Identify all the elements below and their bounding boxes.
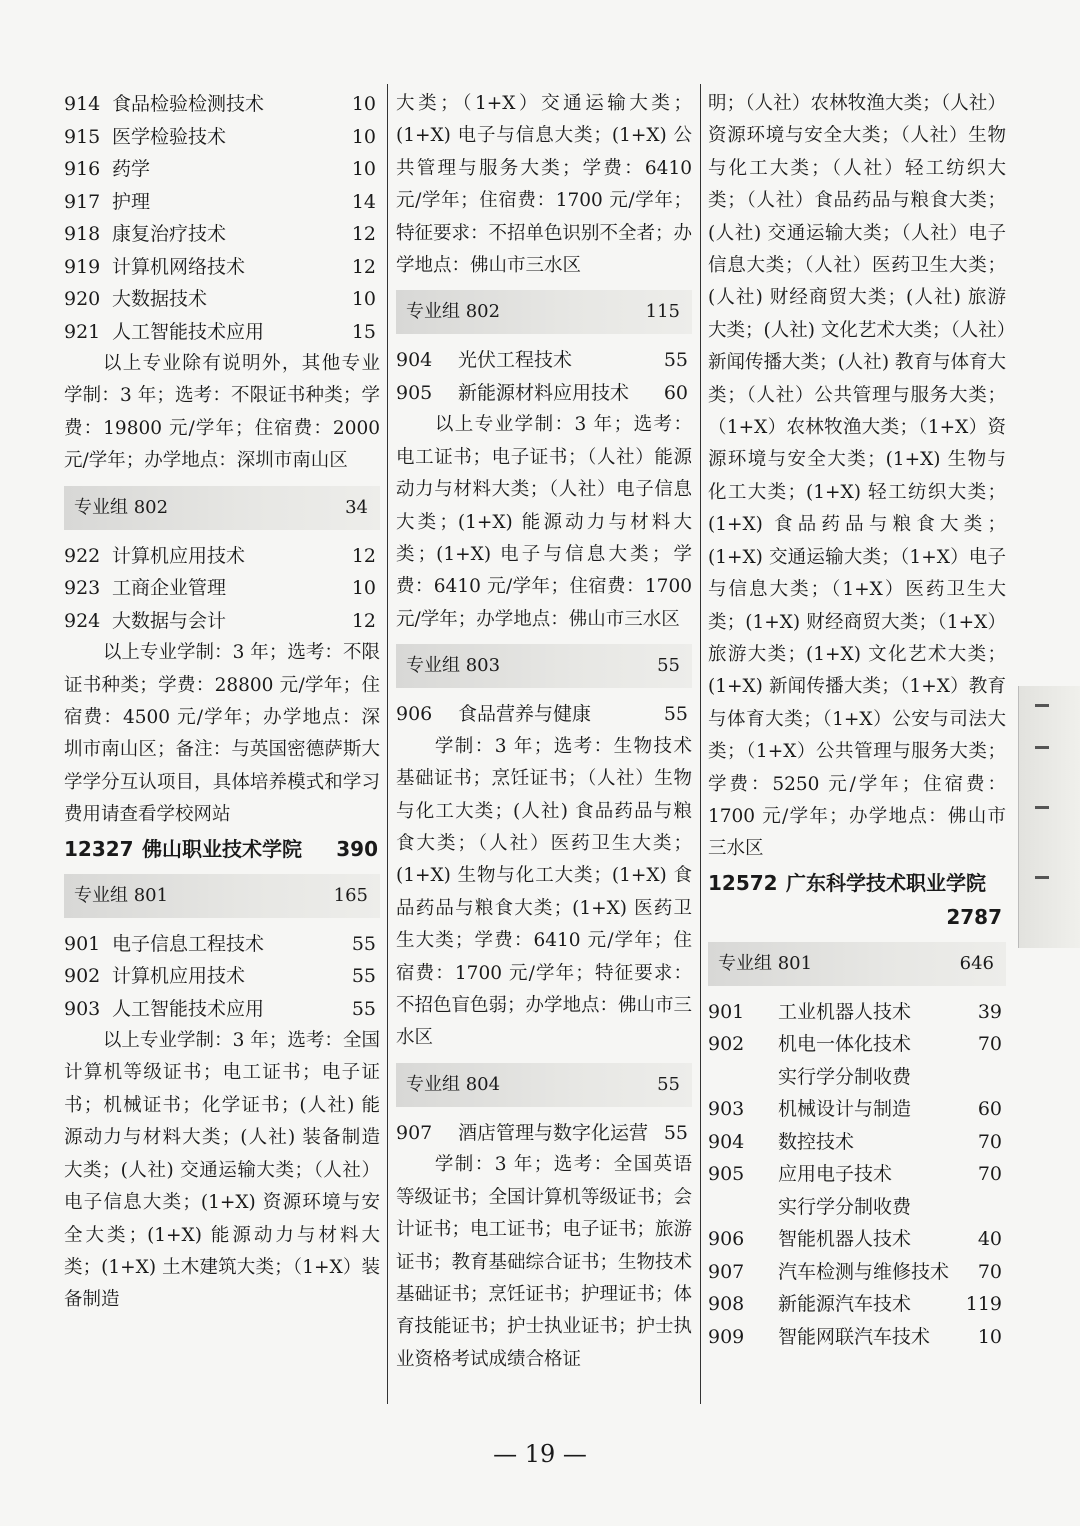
major-count: 70 bbox=[977, 1033, 1002, 1056]
major-code: 904 bbox=[396, 349, 433, 372]
major-code: 904 bbox=[708, 1130, 745, 1153]
column-divider-2 bbox=[700, 84, 701, 1404]
major-name: 酒店管理与数字化运营 bbox=[458, 1121, 649, 1144]
major-row bbox=[64, 153, 380, 186]
major-count: 39 bbox=[977, 1000, 1002, 1023]
major-name: 食品营养与健康 bbox=[458, 703, 592, 726]
major-count: 60 bbox=[977, 1098, 1002, 1121]
group-label: 专业组 801 bbox=[74, 884, 169, 906]
major-name: 计算机网络技术 bbox=[112, 255, 246, 278]
group-label: 专业组 801 bbox=[718, 952, 813, 974]
major-name: 计算机应用技术 bbox=[112, 544, 246, 567]
group-header bbox=[708, 942, 1006, 986]
major-count: 12 bbox=[351, 223, 376, 245]
major-row bbox=[64, 251, 380, 284]
major-count: 40 bbox=[977, 1228, 1002, 1251]
major-list bbox=[396, 344, 692, 409]
major-row bbox=[396, 1117, 692, 1150]
group-count: 55 bbox=[657, 1073, 680, 1095]
tab-mark bbox=[1035, 806, 1049, 809]
major-count: 10 bbox=[351, 125, 376, 148]
major-name: 智能网联汽车技术 bbox=[778, 1325, 931, 1348]
major-code: 907 bbox=[708, 1260, 745, 1283]
note-paragraph: 学制：3 年；选考：生物技术基础证书；烹饪证书；（人社）生物与化工大类；(人社) 食品药品与粮食大类；（人社）医药卫生大类；(1+X) 生物与化工大类；(1+X) 食品药品与粮食大类；(1+X) 医药卫生大类；学费：6410 元/学年；住宿费：1700 元/学年；特征要求：不招色盲色弱；办学地点：佛山市三水区 bbox=[396, 735, 693, 1049]
major-code: 921 bbox=[64, 320, 101, 343]
note-paragraph: 大类；（1+X）交通运输大类；(1+X) 电子与信息大类；(1+X) 公共管理与服务大类；学费：6410 元/学年；住宿费：1700 元/学年；特征要求：不招单色识别不全者；办学地点：佛山市三水区 bbox=[396, 93, 693, 277]
major-code: 916 bbox=[64, 158, 101, 180]
note-paragraph: 明；（人社）农林牧渔大类；（人社）资源环境与安全大类；（人社）生物与化工大类；（人社）轻工纺织大类；（人社）食品药品与粮食大类；(人社) 交通运输大类；（人社）电子信息大类；（人社）医药卫生大类；(人社) 财经商贸大类；(人社) 旅游大类；(人社) 文化艺术大类；（人社）新闻传播大类；(人社) 教育与体育大类；（人社）公共管理与服务大类；（1+X）农林牧渔大类；（1+X）资源环境与安全大类；(1+X) 生物与化工大类；(1+X) 轻工纺织大类；(1+X) 食品药品与粮食大类；(1+X) 交通运输大类；（1+X）电子与信息大类；（1+X）医药卫生大类；(1+X) 财经商贸大类；（1+X）旅游大类；(1+X) 文化艺术大类；(1+X) 新闻传播大类；（1+X）教育与体育大类；（1+X）公安与司法大类；（1+X）公共管理与服务大类；学费：5250 元/学年；住宿费：1700 元/学年；办学地点：佛山市三水区 bbox=[708, 93, 1006, 860]
major-code: 901 bbox=[708, 1000, 745, 1023]
major-code: 923 bbox=[64, 577, 101, 600]
column-divider-1 bbox=[387, 84, 388, 1404]
major-count: 55 bbox=[663, 1121, 688, 1144]
group-label: 专业组 804 bbox=[406, 1073, 501, 1095]
major-row bbox=[64, 316, 380, 349]
major-list bbox=[708, 996, 1006, 1354]
major-row bbox=[396, 377, 692, 410]
major-count: 70 bbox=[977, 1260, 1002, 1283]
major-code: 922 bbox=[64, 544, 101, 567]
page-number: — 19 — bbox=[493, 1440, 587, 1468]
group-count: 55 bbox=[657, 655, 680, 677]
school-header bbox=[64, 832, 380, 866]
major-name: 智能机器人技术 bbox=[778, 1228, 912, 1251]
major-count: 60 bbox=[663, 381, 688, 404]
major-name: 医学检验技术 bbox=[112, 125, 227, 148]
school-code: 12572 bbox=[708, 870, 778, 895]
major-list bbox=[396, 698, 692, 731]
major-list bbox=[64, 88, 380, 348]
column-2 bbox=[396, 88, 692, 1376]
major-row bbox=[64, 88, 380, 121]
major-code: 915 bbox=[64, 125, 101, 148]
major-row bbox=[64, 283, 380, 316]
major-name: 大数据与会计 bbox=[112, 609, 227, 632]
major-row bbox=[708, 1028, 1006, 1061]
major-code: 905 bbox=[396, 381, 433, 404]
major-count: 12 bbox=[351, 255, 376, 278]
school-name: 佛山职业技术学院 bbox=[142, 836, 302, 861]
major-count: 55 bbox=[663, 349, 688, 372]
major-count: 55 bbox=[663, 703, 688, 726]
group-count: 115 bbox=[645, 301, 680, 323]
major-note: 实行学分制收费 bbox=[778, 1065, 912, 1088]
major-list bbox=[64, 540, 380, 638]
school-header bbox=[708, 866, 1006, 900]
major-code: 905 bbox=[708, 1163, 745, 1186]
major-count: 12 bbox=[351, 609, 376, 632]
major-count: 14 bbox=[351, 190, 376, 213]
major-code: 901 bbox=[64, 932, 101, 955]
major-row bbox=[64, 121, 380, 154]
major-name: 人工智能技术应用 bbox=[112, 997, 265, 1020]
major-row bbox=[708, 1126, 1006, 1159]
major-row bbox=[64, 218, 380, 251]
major-name: 光伏工程技术 bbox=[458, 349, 573, 372]
major-count: 10 bbox=[351, 93, 376, 115]
major-code: 920 bbox=[64, 288, 101, 310]
major-count: 12 bbox=[351, 544, 376, 567]
note-paragraph: 以上专业学制：3 年；选考：电工证书；电子证书；（人社）能源动力与材料大类；（人社）电子信息大类；(1+X) 能源动力与材料大类；(1+X) 电子与信息大类；学费：6410 元/学年；住宿费：1700 元/学年；办学地点：佛山市三水区 bbox=[396, 414, 692, 630]
column-1 bbox=[64, 88, 380, 1317]
major-code: 924 bbox=[64, 609, 101, 632]
major-name: 康复治疗技术 bbox=[112, 223, 227, 245]
major-row bbox=[396, 344, 692, 377]
major-count: 10 bbox=[351, 158, 376, 180]
major-count: 10 bbox=[351, 288, 376, 310]
major-name: 药学 bbox=[112, 158, 151, 180]
school-count: 390 bbox=[336, 836, 378, 861]
note-paragraph: 学制：3 年；选考：全国英语等级证书；全国计算机等级证书；会计证书；电工证书；电子证书；旅游证书；教育基础综合证书；生物技术基础证书；烹饪证书；护理证书；体育技能证书；护士执业证书；护士执业资格考试成绩合格证 bbox=[396, 1154, 693, 1370]
major-name: 应用电子技术 bbox=[778, 1163, 893, 1186]
group-header bbox=[64, 874, 380, 918]
group-label: 专业组 802 bbox=[74, 496, 169, 518]
major-code: 917 bbox=[64, 190, 101, 213]
major-row bbox=[708, 1256, 1006, 1289]
major-row bbox=[708, 1321, 1006, 1354]
group-count: 34 bbox=[345, 496, 368, 518]
major-row bbox=[64, 960, 380, 993]
group-label: 专业组 803 bbox=[406, 655, 501, 677]
major-count: 70 bbox=[977, 1163, 1002, 1186]
major-count: 10 bbox=[351, 577, 376, 600]
group-count: 165 bbox=[333, 884, 368, 906]
major-count: 55 bbox=[351, 965, 376, 988]
tab-mark bbox=[1035, 876, 1049, 879]
tab-mark bbox=[1035, 704, 1049, 707]
major-name: 机械设计与制造 bbox=[778, 1098, 912, 1121]
major-code: 906 bbox=[708, 1228, 745, 1251]
major-count: 55 bbox=[351, 997, 376, 1020]
major-row bbox=[64, 186, 380, 219]
note-paragraph: 以上专业学制：3 年；选考：全国计算机等级证书；电工证书；电子证书；机械证书；化学证书；(人社) 能源动力与材料大类；(人社) 装备制造大类；(人社) 交通运输大类；（人社）电子信息大类；(1+X) 资源环境与安全大类；(1+X) 能源动力与材料大类；(1+X) 土木建筑大类；（1+X）装备制造 bbox=[64, 1030, 380, 1311]
major-row bbox=[64, 605, 380, 638]
major-count: 119 bbox=[965, 1293, 1002, 1316]
major-count: 15 bbox=[351, 320, 376, 343]
major-list bbox=[396, 1117, 692, 1150]
major-row bbox=[708, 1223, 1006, 1256]
tab-mark bbox=[1035, 746, 1049, 749]
major-row bbox=[708, 1288, 1006, 1321]
group-header bbox=[396, 644, 692, 688]
major-code: 903 bbox=[708, 1098, 745, 1121]
group-count: 646 bbox=[959, 952, 994, 974]
major-name: 新能源汽车技术 bbox=[778, 1293, 912, 1316]
major-row bbox=[708, 1158, 1006, 1191]
group-header bbox=[64, 486, 380, 530]
major-code: 919 bbox=[64, 255, 101, 278]
side-thumb-tab bbox=[1018, 686, 1080, 948]
major-code: 902 bbox=[64, 965, 101, 988]
major-name: 食品检验检测技术 bbox=[112, 93, 265, 115]
major-code: 908 bbox=[708, 1293, 745, 1316]
school-code: 12327 bbox=[64, 836, 134, 861]
school-count: 2787 bbox=[946, 904, 1002, 929]
major-row bbox=[396, 698, 692, 731]
group-header bbox=[396, 290, 692, 334]
major-count: 55 bbox=[351, 932, 376, 955]
major-row bbox=[64, 572, 380, 605]
major-code: 918 bbox=[64, 223, 101, 245]
group-label: 专业组 802 bbox=[406, 301, 501, 323]
major-code: 907 bbox=[396, 1121, 433, 1144]
major-name: 机电一体化技术 bbox=[778, 1033, 912, 1056]
major-name: 大数据技术 bbox=[112, 288, 208, 310]
major-row bbox=[708, 996, 1006, 1029]
major-name: 数控技术 bbox=[778, 1130, 855, 1153]
major-name: 工业机器人技术 bbox=[778, 1000, 912, 1023]
major-row bbox=[64, 928, 380, 961]
school-name: 广东科学技术职业学院 bbox=[786, 870, 986, 895]
major-name: 工商企业管理 bbox=[112, 577, 227, 600]
major-code: 909 bbox=[708, 1325, 745, 1348]
major-name: 计算机应用技术 bbox=[112, 965, 246, 988]
major-count: 70 bbox=[977, 1130, 1002, 1153]
major-row bbox=[64, 540, 380, 573]
major-name: 新能源材料应用技术 bbox=[458, 381, 630, 404]
major-name: 汽车检测与维修技术 bbox=[778, 1260, 950, 1283]
major-name: 人工智能技术应用 bbox=[112, 320, 265, 343]
major-note: 实行学分制收费 bbox=[778, 1195, 912, 1218]
major-count: 10 bbox=[977, 1325, 1002, 1348]
major-row bbox=[708, 1093, 1006, 1126]
major-name: 电子信息工程技术 bbox=[112, 932, 265, 955]
major-row bbox=[64, 993, 380, 1026]
major-code: 903 bbox=[64, 997, 101, 1020]
column-3 bbox=[708, 88, 1006, 1353]
major-code: 914 bbox=[64, 93, 101, 115]
group-header bbox=[396, 1063, 692, 1107]
note-paragraph: 以上专业除有说明外，其他专业学制：3 年；选考：不限证书种类；学费：19800 元/学年；住宿费：2000 元/学年；办学地点：深圳市南山区 bbox=[64, 353, 380, 472]
major-list bbox=[64, 928, 380, 1026]
major-code: 902 bbox=[708, 1033, 745, 1056]
note-paragraph: 以上专业学制：3 年；选考：不限证书种类；学费：28800 元/学年；住宿费：4500 元/学年；办学地点：深圳市南山区；备注：与英国密德萨斯大学学分互认项目，具体培养模式和学习费用请查看学校网站 bbox=[64, 642, 380, 826]
major-code: 906 bbox=[396, 703, 433, 726]
major-name: 护理 bbox=[112, 190, 151, 213]
